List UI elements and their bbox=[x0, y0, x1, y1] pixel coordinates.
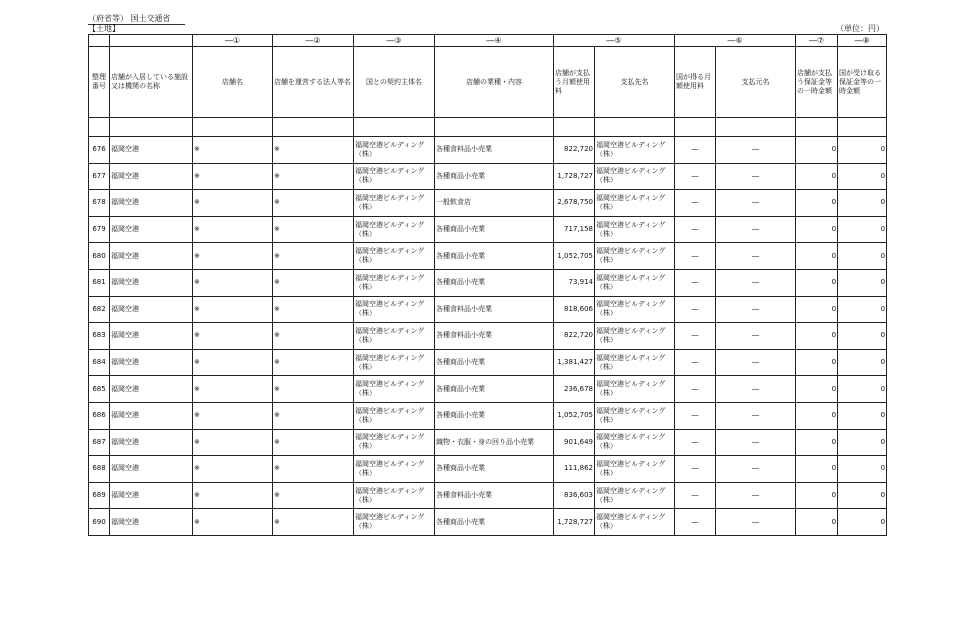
payer-name: ― bbox=[716, 456, 796, 483]
state-monthly-fee: ― bbox=[675, 216, 716, 243]
monthly-fee: 1,052,705 bbox=[554, 402, 595, 429]
business-type: 各種食料品小売業 bbox=[435, 323, 554, 350]
monthly-fee: 822,720 bbox=[554, 137, 595, 164]
business-type: 織物・衣服・身の回り品小売業 bbox=[435, 429, 554, 456]
payee-name: 福岡空港ビルディング（株） bbox=[595, 482, 675, 509]
payer-name: ― bbox=[716, 216, 796, 243]
business-type: 各種商品小売業 bbox=[435, 216, 554, 243]
row-number: 683 bbox=[89, 323, 110, 350]
operator-name: ※ bbox=[273, 323, 354, 350]
shop-name: ※ bbox=[193, 296, 273, 323]
row-number: 677 bbox=[89, 163, 110, 190]
facility-name: 福岡空港 bbox=[110, 402, 193, 429]
column-header: 支払先名 bbox=[595, 47, 675, 118]
table-row bbox=[89, 509, 887, 536]
business-type: 各種商品小売業 bbox=[435, 243, 554, 270]
row-number: 687 bbox=[89, 429, 110, 456]
shop-name: ※ bbox=[193, 137, 273, 164]
business-type: 各種商品小売業 bbox=[435, 269, 554, 296]
business-type: 各種食料品小売業 bbox=[435, 482, 554, 509]
payer-name: ― bbox=[716, 429, 796, 456]
operator-name: ※ bbox=[273, 402, 354, 429]
facility-name: 福岡空港 bbox=[110, 482, 193, 509]
operator-name: ※ bbox=[273, 163, 354, 190]
shop-name: ※ bbox=[193, 323, 273, 350]
payer-name: ― bbox=[716, 376, 796, 403]
table-row bbox=[89, 482, 887, 509]
state-monthly-fee: ― bbox=[675, 429, 716, 456]
payee-name: 福岡空港ビルディング（株） bbox=[595, 509, 675, 536]
monthly-fee: 818,606 bbox=[554, 296, 595, 323]
column-number: ―④ bbox=[435, 35, 554, 47]
monthly-fee: 836,603 bbox=[554, 482, 595, 509]
facility-name: 福岡空港 bbox=[110, 429, 193, 456]
business-type: 各種商品小売業 bbox=[435, 163, 554, 190]
monthly-fee: 1,381,427 bbox=[554, 349, 595, 376]
shop-name: ※ bbox=[193, 243, 273, 270]
facility-name: 福岡空港 bbox=[110, 323, 193, 350]
row-number: 681 bbox=[89, 269, 110, 296]
row-number: 679 bbox=[89, 216, 110, 243]
payer-name: ― bbox=[716, 163, 796, 190]
column-number-row bbox=[89, 35, 887, 47]
column-header: 店舗の業種・内容 bbox=[435, 47, 554, 118]
table-row bbox=[89, 163, 887, 190]
ministry-label: （府省等） 国土交通省 bbox=[88, 14, 185, 25]
column-header: 店舗が支払う月額使用料 bbox=[554, 47, 595, 118]
payer-name: ― bbox=[716, 296, 796, 323]
payee-name: 福岡空港ビルディング（株） bbox=[595, 137, 675, 164]
shop-name: ※ bbox=[193, 482, 273, 509]
payer-name: ― bbox=[716, 323, 796, 350]
column-number: ―⑧ bbox=[838, 35, 887, 47]
table-row bbox=[89, 456, 887, 483]
store-deposit: 0 bbox=[796, 456, 838, 483]
column-label-row bbox=[89, 47, 887, 118]
payer-name: ― bbox=[716, 349, 796, 376]
row-number: 682 bbox=[89, 296, 110, 323]
column-header: 国との契約主体名 bbox=[354, 47, 435, 118]
column-header: 国が受け取る保証金等の一時金額 bbox=[838, 47, 887, 118]
state-deposit: 0 bbox=[838, 429, 887, 456]
facility-name: 福岡空港 bbox=[110, 456, 193, 483]
store-deposit: 0 bbox=[796, 269, 838, 296]
state-monthly-fee: ― bbox=[675, 349, 716, 376]
facility-name: 福岡空港 bbox=[110, 269, 193, 296]
state-deposit: 0 bbox=[838, 509, 887, 536]
contractor-name: 福岡空港ビルディング（株） bbox=[354, 429, 435, 456]
state-deposit: 0 bbox=[838, 402, 887, 429]
payee-name: 福岡空港ビルディング（株） bbox=[595, 243, 675, 270]
column-number bbox=[89, 35, 110, 47]
contractor-name: 福岡空港ビルディング（株） bbox=[354, 269, 435, 296]
payer-name: ― bbox=[716, 137, 796, 164]
state-deposit: 0 bbox=[838, 243, 887, 270]
store-deposit: 0 bbox=[796, 216, 838, 243]
shop-name: ※ bbox=[193, 269, 273, 296]
payer-name: ― bbox=[716, 190, 796, 217]
store-deposit: 0 bbox=[796, 482, 838, 509]
contractor-name: 福岡空港ビルディング（株） bbox=[354, 137, 435, 164]
monthly-fee: 1,052,705 bbox=[554, 243, 595, 270]
payer-name: ― bbox=[716, 269, 796, 296]
payee-name: 福岡空港ビルディング（株） bbox=[595, 323, 675, 350]
column-header: 店舗が入居している施設又は機関の名称 bbox=[110, 47, 193, 118]
shop-name: ※ bbox=[193, 376, 273, 403]
column-number bbox=[110, 35, 193, 47]
monthly-fee: 236,678 bbox=[554, 376, 595, 403]
business-type: 各種食料品小売業 bbox=[435, 137, 554, 164]
state-deposit: 0 bbox=[838, 456, 887, 483]
payee-name: 福岡空港ビルディング（株） bbox=[595, 456, 675, 483]
store-usage-table bbox=[88, 34, 887, 536]
contractor-name: 福岡空港ビルディング（株） bbox=[354, 216, 435, 243]
payee-name: 福岡空港ビルディング（株） bbox=[595, 402, 675, 429]
column-header: 店舗が支払う保証金等の一時金額 bbox=[796, 47, 838, 118]
state-deposit: 0 bbox=[838, 349, 887, 376]
monthly-fee: 111,862 bbox=[554, 456, 595, 483]
store-deposit: 0 bbox=[796, 429, 838, 456]
column-header: 整理番号 bbox=[89, 47, 110, 118]
payer-name: ― bbox=[716, 509, 796, 536]
table-row bbox=[89, 243, 887, 270]
shop-name: ※ bbox=[193, 429, 273, 456]
state-monthly-fee: ― bbox=[675, 243, 716, 270]
operator-name: ※ bbox=[273, 429, 354, 456]
contractor-name: 福岡空港ビルディング（株） bbox=[354, 190, 435, 217]
row-number: 678 bbox=[89, 190, 110, 217]
table-row bbox=[89, 296, 887, 323]
store-deposit: 0 bbox=[796, 323, 838, 350]
column-number: ―① bbox=[193, 35, 273, 47]
store-deposit: 0 bbox=[796, 190, 838, 217]
shop-name: ※ bbox=[193, 163, 273, 190]
state-monthly-fee: ― bbox=[675, 509, 716, 536]
payer-name: ― bbox=[716, 402, 796, 429]
operator-name: ※ bbox=[273, 509, 354, 536]
monthly-fee: 1,728,727 bbox=[554, 163, 595, 190]
business-type: 各種商品小売業 bbox=[435, 402, 554, 429]
operator-name: ※ bbox=[273, 269, 354, 296]
row-number: 684 bbox=[89, 349, 110, 376]
monthly-fee: 901,649 bbox=[554, 429, 595, 456]
contractor-name: 福岡空港ビルディング（株） bbox=[354, 323, 435, 350]
table-row bbox=[89, 190, 887, 217]
payee-name: 福岡空港ビルディング（株） bbox=[595, 190, 675, 217]
category-label: 【土地】 bbox=[88, 24, 120, 33]
payee-name: 福岡空港ビルディング（株） bbox=[595, 296, 675, 323]
table-row bbox=[89, 137, 887, 164]
state-monthly-fee: ― bbox=[675, 402, 716, 429]
payee-name: 福岡空港ビルディング（株） bbox=[595, 429, 675, 456]
operator-name: ※ bbox=[273, 376, 354, 403]
payer-name: ― bbox=[716, 482, 796, 509]
business-type: 各種食料品小売業 bbox=[435, 296, 554, 323]
contractor-name: 福岡空港ビルディング（株） bbox=[354, 509, 435, 536]
shop-name: ※ bbox=[193, 349, 273, 376]
state-monthly-fee: ― bbox=[675, 456, 716, 483]
contractor-name: 福岡空港ビルディング（株） bbox=[354, 402, 435, 429]
column-number: ―③ bbox=[354, 35, 435, 47]
row-number: 690 bbox=[89, 509, 110, 536]
state-monthly-fee: ― bbox=[675, 190, 716, 217]
operator-name: ※ bbox=[273, 349, 354, 376]
state-monthly-fee: ― bbox=[675, 323, 716, 350]
state-deposit: 0 bbox=[838, 190, 887, 217]
payee-name: 福岡空港ビルディング（株） bbox=[595, 216, 675, 243]
column-number: ―⑤ bbox=[554, 35, 675, 47]
facility-name: 福岡空港 bbox=[110, 216, 193, 243]
row-number: 685 bbox=[89, 376, 110, 403]
column-header: 国が得る月額使用料 bbox=[675, 47, 716, 118]
store-deposit: 0 bbox=[796, 402, 838, 429]
operator-name: ※ bbox=[273, 243, 354, 270]
state-monthly-fee: ― bbox=[675, 163, 716, 190]
monthly-fee: 1,728,727 bbox=[554, 509, 595, 536]
state-deposit: 0 bbox=[838, 163, 887, 190]
contractor-name: 福岡空港ビルディング（株） bbox=[354, 456, 435, 483]
business-type: 各種商品小売業 bbox=[435, 376, 554, 403]
monthly-fee: 2,678,750 bbox=[554, 190, 595, 217]
operator-name: ※ bbox=[273, 216, 354, 243]
state-monthly-fee: ― bbox=[675, 296, 716, 323]
operator-name: ※ bbox=[273, 456, 354, 483]
column-number: ―⑥ bbox=[675, 35, 796, 47]
state-monthly-fee: ― bbox=[675, 482, 716, 509]
shop-name: ※ bbox=[193, 402, 273, 429]
store-deposit: 0 bbox=[796, 296, 838, 323]
table-row bbox=[89, 429, 887, 456]
store-deposit: 0 bbox=[796, 163, 838, 190]
operator-name: ※ bbox=[273, 137, 354, 164]
shop-name: ※ bbox=[193, 190, 273, 217]
state-deposit: 0 bbox=[838, 482, 887, 509]
table-row bbox=[89, 216, 887, 243]
business-type: 一般飲食店 bbox=[435, 190, 554, 217]
table-row bbox=[89, 269, 887, 296]
state-deposit: 0 bbox=[838, 269, 887, 296]
state-deposit: 0 bbox=[838, 323, 887, 350]
column-number: ―⑦ bbox=[796, 35, 838, 47]
row-number: 680 bbox=[89, 243, 110, 270]
state-deposit: 0 bbox=[838, 376, 887, 403]
store-deposit: 0 bbox=[796, 509, 838, 536]
contractor-name: 福岡空港ビルディング（株） bbox=[354, 163, 435, 190]
store-deposit: 0 bbox=[796, 376, 838, 403]
payee-name: 福岡空港ビルディング（株） bbox=[595, 269, 675, 296]
column-header: 店舗名 bbox=[193, 47, 273, 118]
monthly-fee: 822,720 bbox=[554, 323, 595, 350]
facility-name: 福岡空港 bbox=[110, 349, 193, 376]
row-number: 688 bbox=[89, 456, 110, 483]
row-number: 676 bbox=[89, 137, 110, 164]
monthly-fee: 717,158 bbox=[554, 216, 595, 243]
contractor-name: 福岡空港ビルディング（株） bbox=[354, 296, 435, 323]
payee-name: 福岡空港ビルディング（株） bbox=[595, 163, 675, 190]
table-row bbox=[89, 376, 887, 403]
table-row bbox=[89, 323, 887, 350]
state-deposit: 0 bbox=[838, 296, 887, 323]
operator-name: ※ bbox=[273, 190, 354, 217]
state-monthly-fee: ― bbox=[675, 269, 716, 296]
business-type: 各種商品小売業 bbox=[435, 509, 554, 536]
column-header: 店舗を運営する法人等名 bbox=[273, 47, 354, 118]
business-type: 各種商品小売業 bbox=[435, 349, 554, 376]
unit-label: （単位：円） bbox=[836, 24, 884, 33]
column-header: 支払元名 bbox=[716, 47, 796, 118]
payee-name: 福岡空港ビルディング（株） bbox=[595, 349, 675, 376]
store-deposit: 0 bbox=[796, 349, 838, 376]
payee-name: 福岡空港ビルディング（株） bbox=[595, 376, 675, 403]
facility-name: 福岡空港 bbox=[110, 509, 193, 536]
facility-name: 福岡空港 bbox=[110, 137, 193, 164]
operator-name: ※ bbox=[273, 296, 354, 323]
shop-name: ※ bbox=[193, 509, 273, 536]
contractor-name: 福岡空港ビルディング（株） bbox=[354, 376, 435, 403]
state-monthly-fee: ― bbox=[675, 137, 716, 164]
state-monthly-fee: ― bbox=[675, 376, 716, 403]
shop-name: ※ bbox=[193, 216, 273, 243]
column-number: ―② bbox=[273, 35, 354, 47]
spacer-row bbox=[89, 118, 887, 137]
facility-name: 福岡空港 bbox=[110, 190, 193, 217]
contractor-name: 福岡空港ビルディング（株） bbox=[354, 482, 435, 509]
contractor-name: 福岡空港ビルディング（株） bbox=[354, 243, 435, 270]
shop-name: ※ bbox=[193, 456, 273, 483]
facility-name: 福岡空港 bbox=[110, 163, 193, 190]
table-row bbox=[89, 349, 887, 376]
contractor-name: 福岡空港ビルディング（株） bbox=[354, 349, 435, 376]
state-deposit: 0 bbox=[838, 137, 887, 164]
store-deposit: 0 bbox=[796, 137, 838, 164]
row-number: 686 bbox=[89, 402, 110, 429]
business-type: 各種商品小売業 bbox=[435, 456, 554, 483]
facility-name: 福岡空港 bbox=[110, 376, 193, 403]
payer-name: ― bbox=[716, 243, 796, 270]
operator-name: ※ bbox=[273, 482, 354, 509]
row-number: 689 bbox=[89, 482, 110, 509]
store-deposit: 0 bbox=[796, 243, 838, 270]
facility-name: 福岡空港 bbox=[110, 243, 193, 270]
monthly-fee: 73,914 bbox=[554, 269, 595, 296]
table-row bbox=[89, 402, 887, 429]
facility-name: 福岡空港 bbox=[110, 296, 193, 323]
state-deposit: 0 bbox=[838, 216, 887, 243]
